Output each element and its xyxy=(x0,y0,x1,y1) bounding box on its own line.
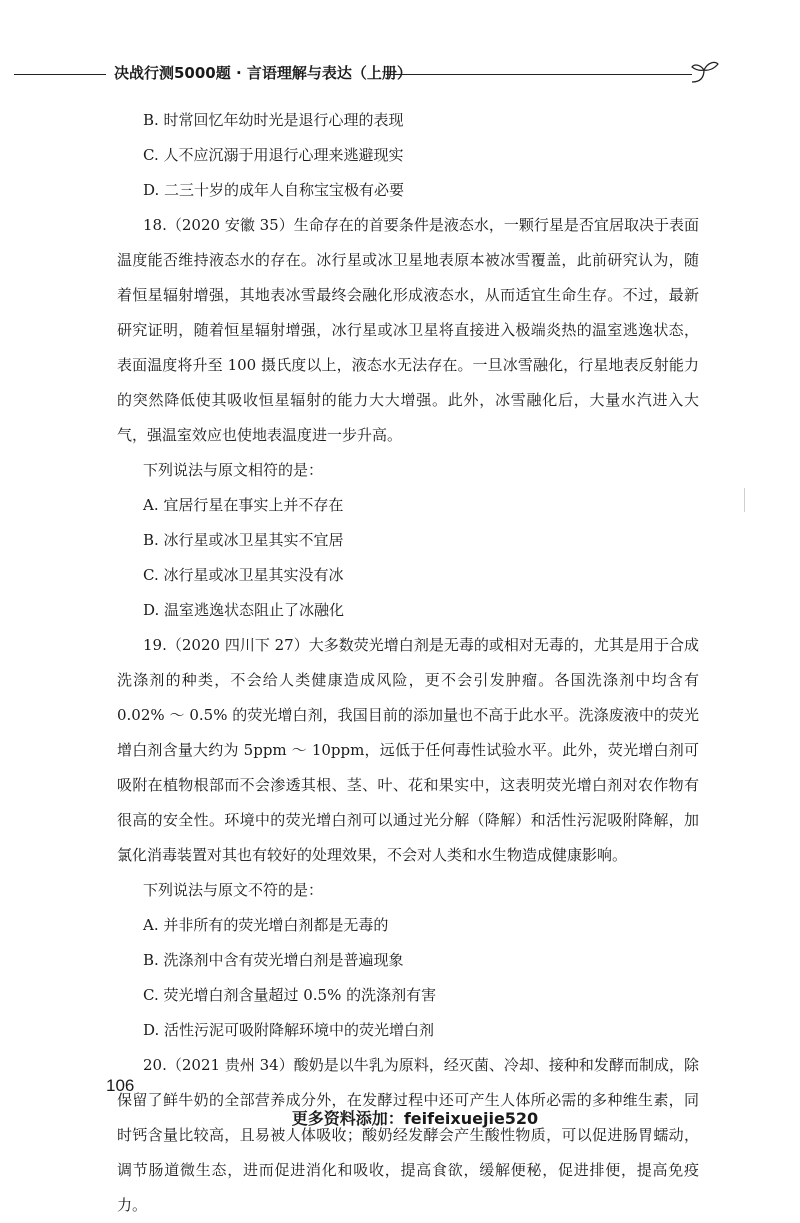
q19-question: 下列说法与原文不符的是： xyxy=(143,881,324,899)
footer-note xyxy=(0,1106,800,1129)
page-number: 106 xyxy=(106,1076,135,1095)
q18-option-a: A. 宜居行星在事实上并不存在 xyxy=(143,496,344,514)
header-rule-left xyxy=(14,74,106,75)
running-header xyxy=(14,58,720,88)
q17-option-c: C. 人不应沉溺于用退行心理来逃避现实 xyxy=(143,146,404,164)
q18-option-b: B. 冰行星或冰卫星其实不宜居 xyxy=(143,531,344,549)
book-title: 决战行测5000题 · 言语理解与表达（上册） xyxy=(114,64,412,82)
sprout-icon xyxy=(686,58,720,88)
footer-handle: feifeixuejie520 xyxy=(403,1109,539,1128)
q19-option-d: D. 活性污泥可吸附降解环境中的荧光增白剂 xyxy=(143,1021,435,1039)
q18-question: 下列说法与原文相符的是： xyxy=(143,461,324,479)
q19-option-b: B. 洗涤剂中含有荧光增白剂是普遍现象 xyxy=(143,951,404,969)
q18-option-c: C. 冰行星或冰卫星其实没有冰 xyxy=(143,566,344,584)
q17-option-d: D. 二三十岁的成年人自称宝宝极有必要 xyxy=(143,181,405,199)
q18-passage: 18.（2020 安徽 35）生命存在的首要条件是液态水，一颗行星是否宜居取决于表面温度能否维持液态水的存在。冰行星或冰卫星地表原本被冰雪覆盖，此前研究认为，随着恒星辐射增强，其地表冰雪最终会融化形成液态水，从而适宜生命生存。不过，最新研究证明，随着恒星辐射增强，冰行星或冰卫星将直接进入极端炎热的温室逃逸状态，表面温度将升至 100 摄氏度以上，液态水无法存在。一旦冰雪融化，行星地表反射能力的突然降低使其吸收恒星辐射的能力大大增强。此外，冰雪融化后，大量水汽进入大气，强温室效应也使地表温度进一步升高。 xyxy=(117,216,699,444)
q19-option-c: C. 荧光增白剂含量超过 0.5% 的洗涤剂有害 xyxy=(143,986,437,1004)
q19-passage: 19.（2020 四川下 27）大多数荧光增白剂是无毒的或相对无毒的，尤其是用于合成洗涤剂的种类，不会给人类健康造成风险，更不会引发肿瘤。各国洗涤剂中均含有 0.02% ～ 0.5% 的荧光增白剂，我国目前的添加量也不高于此水平。洗涤废液中的荧光增白剂含量大约为 5ppm ～ 10ppm，远低于任何毒性试验水平。此外，荧光增白剂可吸附在植物根部而不会渗透其根、茎、叶、花和果实中，这表明荧光增白剂对农作物有很高的安全性。环境中的荧光增白剂可以通过光分解（降解）和活性污泥吸附降解，加氯化消毒装置对其也有较好的处理效果，不会对人类和水生物造成健康影响。 xyxy=(117,636,699,864)
footer-label: 更多资料添加： xyxy=(291,1109,404,1128)
header-rule-right xyxy=(386,74,692,75)
q18-option-d: D. 温室逃逸状态阻止了冰融化 xyxy=(143,601,345,619)
q17-option-b: B. 时常回忆年幼时光是退行心理的表现 xyxy=(143,111,404,129)
q20-passage: 20.（2021 贵州 34）酸奶是以牛乳为原料，经灭菌、冷却、接种和发酵而制成，除保留了鲜牛奶的全部营养成分外，在发酵过程中还可产生人体所必需的多种维生素，同时钙含量比较高，且易被人体吸收；酸奶经发酵会产生酸性物质，可以促进肠胃蠕动，调节肠道微生态，进而促进消化和吸收，提高食欲，缓解便秘，促进排便，提高免疫力。 xyxy=(117,1056,699,1214)
scan-mark xyxy=(744,488,745,512)
q19-option-a: A. 并非所有的荧光增白剂都是无毒的 xyxy=(143,916,389,934)
